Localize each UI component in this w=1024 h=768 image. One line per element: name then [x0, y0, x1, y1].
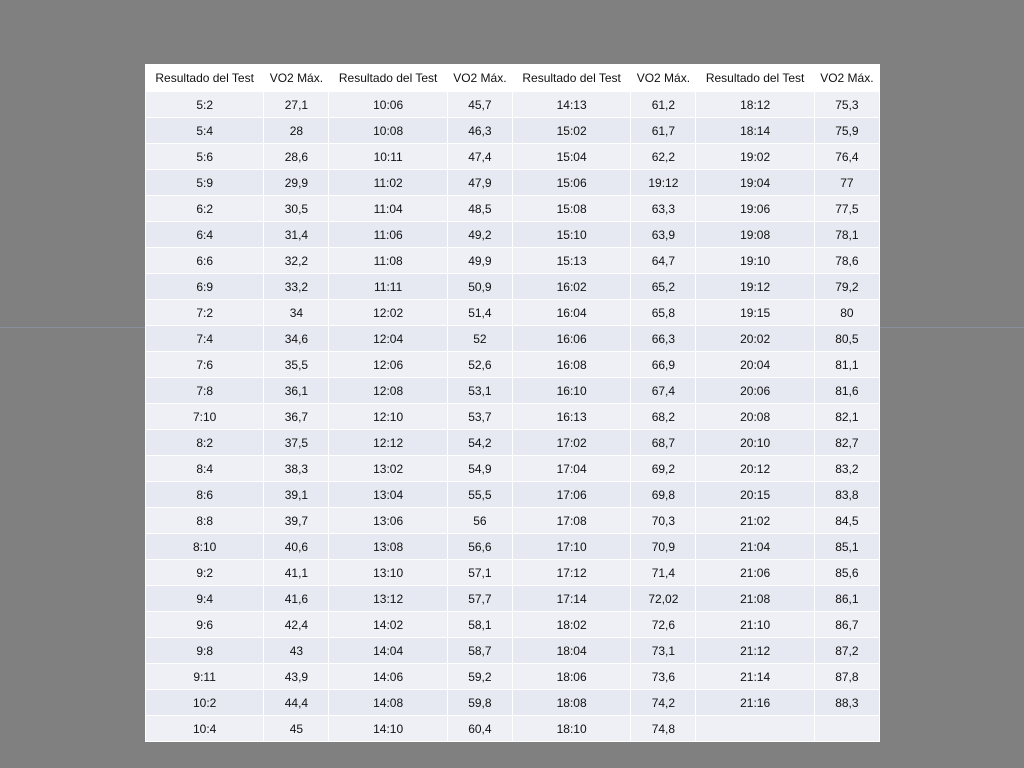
table-cell: 53,1 [447, 378, 512, 404]
table-cell: 8:4 [146, 456, 264, 482]
table-cell: 14:04 [329, 638, 447, 664]
table-cell: 12:06 [329, 352, 447, 378]
table-cell: 41,1 [264, 560, 329, 586]
header-resultado-3: Resultado del Test [512, 65, 630, 92]
table-cell: 11:11 [329, 274, 447, 300]
table-cell: 70,3 [631, 508, 696, 534]
table-cell: 56 [447, 508, 512, 534]
table-cell: 10:06 [329, 92, 447, 118]
table-cell: 20:04 [696, 352, 814, 378]
table-cell: 21:16 [696, 690, 814, 716]
table-cell: 61,2 [631, 92, 696, 118]
table-cell: 56,6 [447, 534, 512, 560]
table-cell: 19:12 [696, 274, 814, 300]
header-resultado-2: Resultado del Test [329, 65, 447, 92]
table-cell: 12:08 [329, 378, 447, 404]
table-row [146, 482, 880, 508]
table-row [146, 274, 880, 300]
table-cell: 78,6 [814, 248, 879, 274]
table-cell: 75,9 [814, 118, 879, 144]
table-row [146, 144, 880, 170]
table-cell: 8:6 [146, 482, 264, 508]
table-cell: 73,6 [631, 664, 696, 690]
vo2-table-container [145, 64, 880, 736]
table-cell: 15:08 [512, 196, 630, 222]
table-cell: 28 [264, 118, 329, 144]
table-cell: 10:2 [146, 690, 264, 716]
table-row [146, 456, 880, 482]
table-cell: 15:04 [512, 144, 630, 170]
table-cell: 27,1 [264, 92, 329, 118]
table-row [146, 170, 880, 196]
table-cell: 69,2 [631, 456, 696, 482]
table-cell: 15:06 [512, 170, 630, 196]
table-cell: 11:08 [329, 248, 447, 274]
table-cell: 34,6 [264, 326, 329, 352]
table-cell: 7:4 [146, 326, 264, 352]
table-cell: 18:04 [512, 638, 630, 664]
header-row [146, 65, 880, 92]
table-cell: 18:06 [512, 664, 630, 690]
table-cell: 45,7 [447, 92, 512, 118]
table-cell: 10:08 [329, 118, 447, 144]
table-cell: 59,2 [447, 664, 512, 690]
table-cell: 34 [264, 300, 329, 326]
table-cell: 20:12 [696, 456, 814, 482]
table-cell: 49,2 [447, 222, 512, 248]
table-cell: 57,1 [447, 560, 512, 586]
table-cell: 54,9 [447, 456, 512, 482]
table-cell: 64,7 [631, 248, 696, 274]
table-cell: 43,9 [264, 664, 329, 690]
table-cell: 21:08 [696, 586, 814, 612]
table-cell: 86,1 [814, 586, 879, 612]
header-vo2-4: VO2 Máx. [814, 65, 879, 92]
table-cell: 18:14 [696, 118, 814, 144]
table-cell: 15:13 [512, 248, 630, 274]
table-cell: 85,6 [814, 560, 879, 586]
table-cell: 14:06 [329, 664, 447, 690]
table-cell: 68,2 [631, 404, 696, 430]
table-cell [696, 716, 814, 742]
table-cell: 5:6 [146, 144, 264, 170]
table-cell: 82,1 [814, 404, 879, 430]
table-cell: 29,9 [264, 170, 329, 196]
table-cell: 47,4 [447, 144, 512, 170]
table-row [146, 196, 880, 222]
table-cell: 21:06 [696, 560, 814, 586]
table-cell: 6:9 [146, 274, 264, 300]
table-body [146, 92, 880, 742]
table-row [146, 118, 880, 144]
table-cell: 13:08 [329, 534, 447, 560]
table-cell: 21:12 [696, 638, 814, 664]
table-cell: 87,2 [814, 638, 879, 664]
table-row [146, 664, 880, 690]
table-cell: 37,5 [264, 430, 329, 456]
table-cell: 9:8 [146, 638, 264, 664]
table-cell: 58,1 [447, 612, 512, 638]
table-cell: 52 [447, 326, 512, 352]
table-cell: 36,7 [264, 404, 329, 430]
table-cell: 15:10 [512, 222, 630, 248]
table-cell: 20:02 [696, 326, 814, 352]
table-row [146, 430, 880, 456]
table-row [146, 586, 880, 612]
table-cell: 57,7 [447, 586, 512, 612]
table-cell: 5:4 [146, 118, 264, 144]
table-cell: 80 [814, 300, 879, 326]
table-row [146, 378, 880, 404]
table-cell: 19:04 [696, 170, 814, 196]
table-cell: 39,1 [264, 482, 329, 508]
table-cell: 6:2 [146, 196, 264, 222]
table-cell: 9:11 [146, 664, 264, 690]
table-cell: 77 [814, 170, 879, 196]
table-cell: 9:6 [146, 612, 264, 638]
table-cell: 66,3 [631, 326, 696, 352]
table-row [146, 248, 880, 274]
table-cell: 18:12 [696, 92, 814, 118]
table-cell: 71,4 [631, 560, 696, 586]
table-cell: 11:06 [329, 222, 447, 248]
vo2-max-table [145, 64, 880, 742]
table-row [146, 352, 880, 378]
table-cell: 53,7 [447, 404, 512, 430]
table-cell: 35,5 [264, 352, 329, 378]
table-cell: 15:02 [512, 118, 630, 144]
table-cell: 32,2 [264, 248, 329, 274]
table-cell: 82,7 [814, 430, 879, 456]
table-cell: 30,5 [264, 196, 329, 222]
table-cell: 7:10 [146, 404, 264, 430]
table-cell: 17:04 [512, 456, 630, 482]
table-cell: 55,5 [447, 482, 512, 508]
table-cell: 21:10 [696, 612, 814, 638]
table-cell: 19:06 [696, 196, 814, 222]
table-row [146, 560, 880, 586]
table-cell: 18:02 [512, 612, 630, 638]
table-cell: 61,7 [631, 118, 696, 144]
table-cell: 20:06 [696, 378, 814, 404]
table-row [146, 92, 880, 118]
table-cell: 84,5 [814, 508, 879, 534]
table-cell: 16:10 [512, 378, 630, 404]
table-cell: 74,2 [631, 690, 696, 716]
table-cell: 88,3 [814, 690, 879, 716]
table-cell: 20:08 [696, 404, 814, 430]
table-row [146, 222, 880, 248]
table-cell: 83,2 [814, 456, 879, 482]
table-cell: 44,4 [264, 690, 329, 716]
table-cell: 21:04 [696, 534, 814, 560]
table-cell: 28,6 [264, 144, 329, 170]
table-cell: 33,2 [264, 274, 329, 300]
table-cell: 6:4 [146, 222, 264, 248]
table-cell: 13:02 [329, 456, 447, 482]
table-cell: 7:2 [146, 300, 264, 326]
table-cell: 72,6 [631, 612, 696, 638]
table-cell: 50,9 [447, 274, 512, 300]
table-cell: 14:13 [512, 92, 630, 118]
table-cell: 67,4 [631, 378, 696, 404]
table-cell: 79,2 [814, 274, 879, 300]
table-row [146, 612, 880, 638]
table-cell: 70,9 [631, 534, 696, 560]
table-cell: 51,4 [447, 300, 512, 326]
table-cell: 65,2 [631, 274, 696, 300]
table-cell: 5:2 [146, 92, 264, 118]
table-cell: 8:2 [146, 430, 264, 456]
table-cell: 11:02 [329, 170, 447, 196]
table-cell: 13:12 [329, 586, 447, 612]
table-cell: 42,4 [264, 612, 329, 638]
header-vo2-2: VO2 Máx. [447, 65, 512, 92]
table-cell: 19:10 [696, 248, 814, 274]
table-cell: 17:06 [512, 482, 630, 508]
header-resultado-4: Resultado del Test [696, 65, 814, 92]
table-row [146, 300, 880, 326]
table-cell: 66,9 [631, 352, 696, 378]
table-cell: 72,02 [631, 586, 696, 612]
table-cell: 86,7 [814, 612, 879, 638]
table-cell: 78,1 [814, 222, 879, 248]
table-cell: 87,8 [814, 664, 879, 690]
table-cell: 52,6 [447, 352, 512, 378]
header-resultado-1: Resultado del Test [146, 65, 264, 92]
table-cell: 81,6 [814, 378, 879, 404]
table-cell: 19:15 [696, 300, 814, 326]
table-cell: 16:08 [512, 352, 630, 378]
table-cell: 17:08 [512, 508, 630, 534]
table-cell: 46,3 [447, 118, 512, 144]
table-cell: 16:06 [512, 326, 630, 352]
table-cell: 47,9 [447, 170, 512, 196]
table-row [146, 326, 880, 352]
table-cell: 12:12 [329, 430, 447, 456]
table-cell: 18:08 [512, 690, 630, 716]
table-cell: 12:02 [329, 300, 447, 326]
table-cell: 49,9 [447, 248, 512, 274]
table-cell: 7:6 [146, 352, 264, 378]
table-cell: 17:14 [512, 586, 630, 612]
table-cell: 9:4 [146, 586, 264, 612]
table-cell: 62,2 [631, 144, 696, 170]
table-cell: 14:08 [329, 690, 447, 716]
table-cell: 83,8 [814, 482, 879, 508]
table-cell: 43 [264, 638, 329, 664]
table-cell: 12:10 [329, 404, 447, 430]
table-cell: 8:10 [146, 534, 264, 560]
table-cell: 58,7 [447, 638, 512, 664]
table-cell: 39,7 [264, 508, 329, 534]
table-row [146, 404, 880, 430]
header-vo2-3: VO2 Máx. [631, 65, 696, 92]
table-cell: 21:02 [696, 508, 814, 534]
table-cell: 21:14 [696, 664, 814, 690]
table-cell: 12:04 [329, 326, 447, 352]
table-cell: 9:2 [146, 560, 264, 586]
table-cell: 60,4 [447, 716, 512, 742]
table-cell: 41,6 [264, 586, 329, 612]
table-cell: 7:8 [146, 378, 264, 404]
table-cell: 17:10 [512, 534, 630, 560]
table-row [146, 508, 880, 534]
table-cell: 63,9 [631, 222, 696, 248]
table-cell: 19:08 [696, 222, 814, 248]
table-cell: 40,6 [264, 534, 329, 560]
table-cell: 69,8 [631, 482, 696, 508]
table-cell: 20:15 [696, 482, 814, 508]
table-cell: 31,4 [264, 222, 329, 248]
table-cell: 14:10 [329, 716, 447, 742]
table-cell: 36,1 [264, 378, 329, 404]
table-cell: 14:02 [329, 612, 447, 638]
table-cell: 10:11 [329, 144, 447, 170]
table-row [146, 534, 880, 560]
table-cell: 77,5 [814, 196, 879, 222]
table-cell: 16:04 [512, 300, 630, 326]
table-cell: 45 [264, 716, 329, 742]
table-cell: 20:10 [696, 430, 814, 456]
header-vo2-1: VO2 Máx. [264, 65, 329, 92]
table-header [146, 65, 880, 92]
table-cell: 38,3 [264, 456, 329, 482]
table-cell: 19:02 [696, 144, 814, 170]
table-cell: 63,3 [631, 196, 696, 222]
table-cell: 16:02 [512, 274, 630, 300]
table-cell: 48,5 [447, 196, 512, 222]
table-cell: 13:10 [329, 560, 447, 586]
table-cell: 17:02 [512, 430, 630, 456]
table-cell: 73,1 [631, 638, 696, 664]
table-cell: 19:12 [631, 170, 696, 196]
table-row [146, 716, 880, 742]
table-cell: 68,7 [631, 430, 696, 456]
table-cell: 75,3 [814, 92, 879, 118]
table-cell: 5:9 [146, 170, 264, 196]
table-row [146, 638, 880, 664]
table-cell: 59,8 [447, 690, 512, 716]
table-cell: 17:12 [512, 560, 630, 586]
table-cell: 8:8 [146, 508, 264, 534]
table-row [146, 690, 880, 716]
table-cell: 81,1 [814, 352, 879, 378]
table-cell: 13:04 [329, 482, 447, 508]
table-cell: 80,5 [814, 326, 879, 352]
table-cell: 74,8 [631, 716, 696, 742]
table-cell [814, 716, 879, 742]
table-cell: 76,4 [814, 144, 879, 170]
table-cell: 13:06 [329, 508, 447, 534]
table-cell: 16:13 [512, 404, 630, 430]
table-cell: 54,2 [447, 430, 512, 456]
table-cell: 65,8 [631, 300, 696, 326]
table-cell: 18:10 [512, 716, 630, 742]
table-cell: 6:6 [146, 248, 264, 274]
table-cell: 85,1 [814, 534, 879, 560]
table-cell: 10:4 [146, 716, 264, 742]
table-cell: 11:04 [329, 196, 447, 222]
